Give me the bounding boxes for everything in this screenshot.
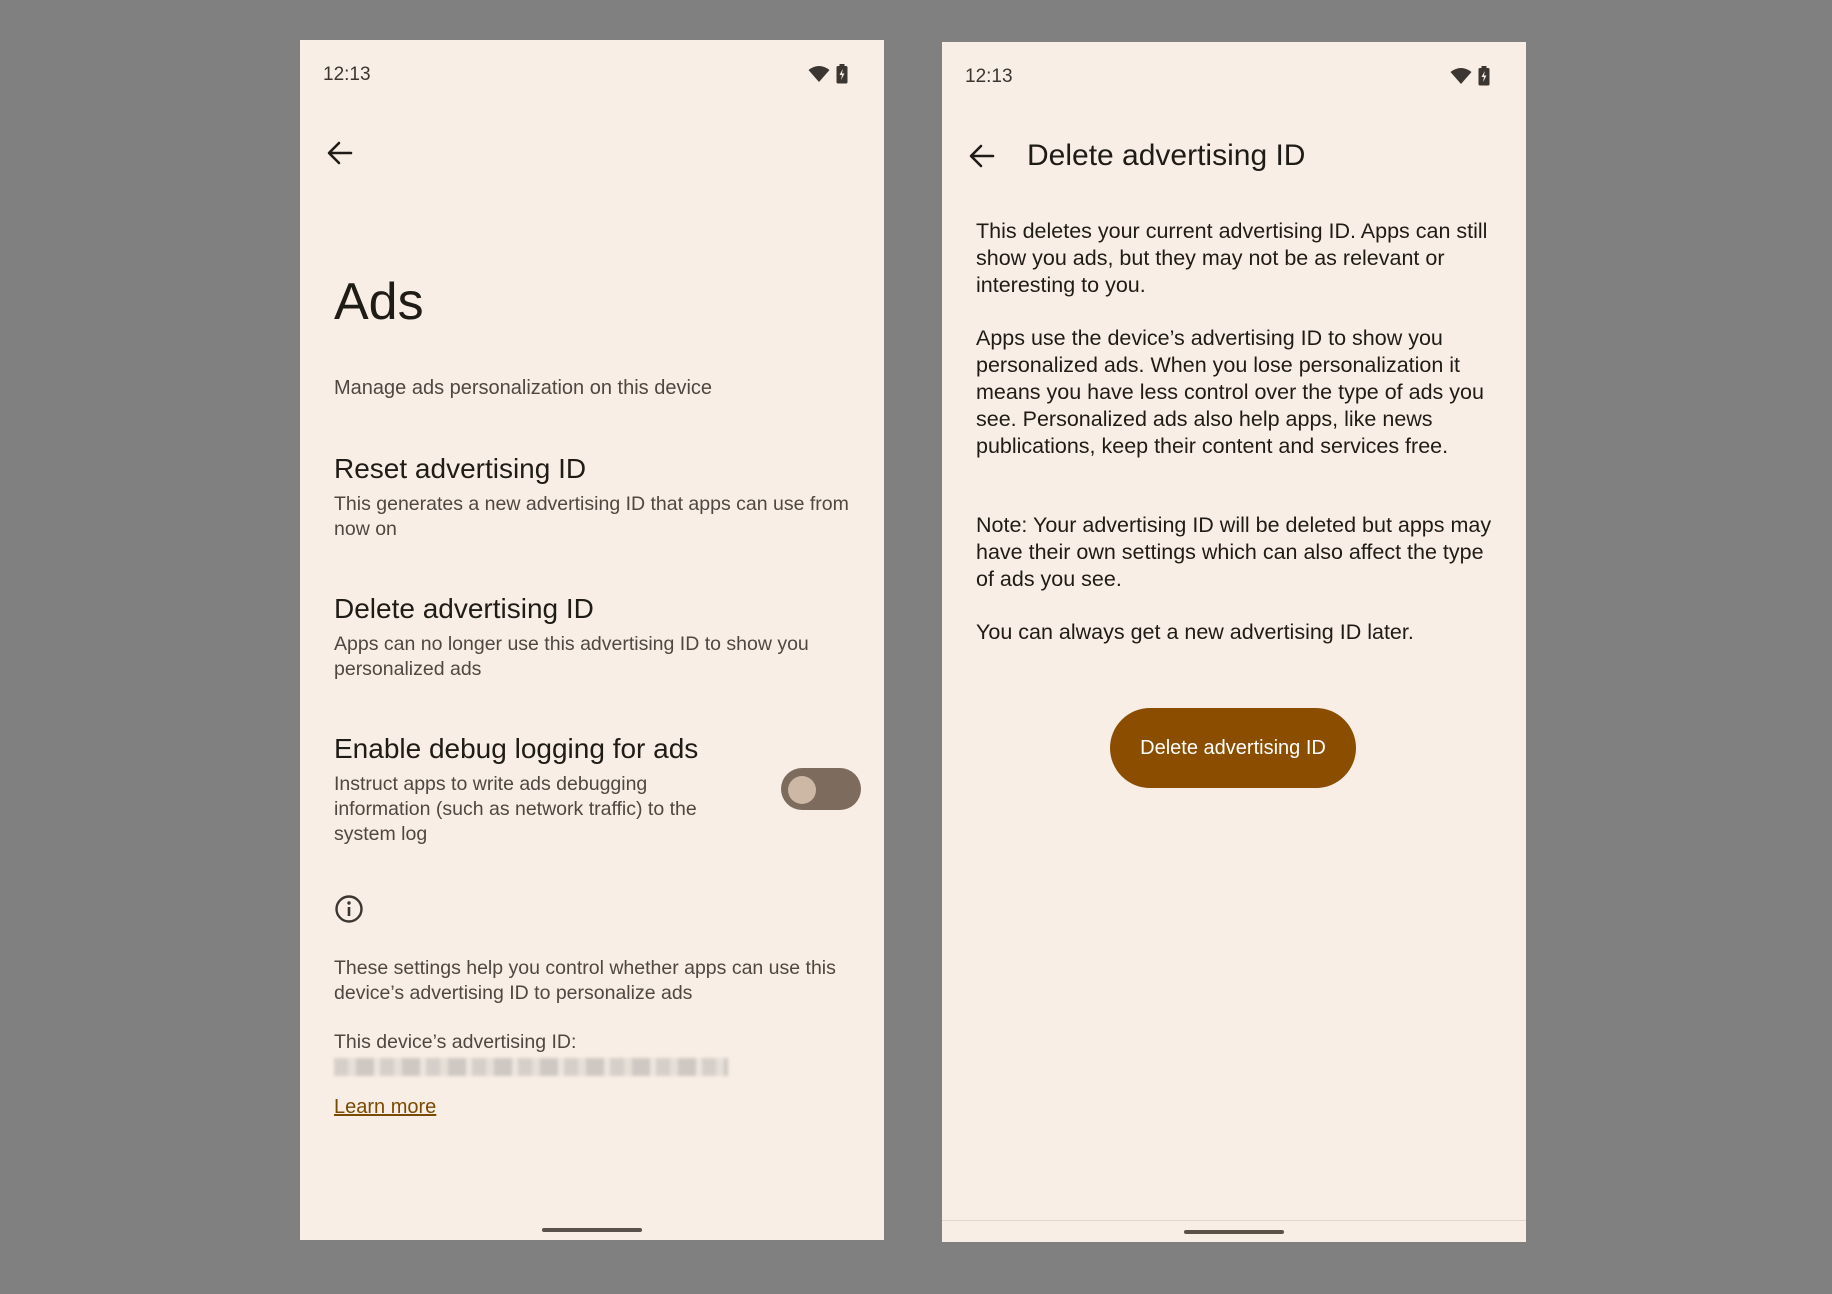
navigation-handle[interactable] [542,1228,642,1232]
description-paragraph: This deletes your current advertising ID. Apps can still show you ads, but they may not be as relevant or interesting to you. [976,219,1488,297]
status-time: 12:13 [323,64,371,85]
divider [942,1220,1526,1221]
debug-logging-item[interactable] [334,732,734,847]
page-subtitle: Manage ads personalization on this device [334,377,713,399]
back-arrow-icon[interactable] [325,138,355,168]
info-text: These settings help you control whether apps can use this device’s advertising ID to personalize ads [334,957,836,1004]
debug-logging-toggle[interactable] [781,768,861,810]
status-bar [300,40,884,106]
wifi-icon [1450,67,1472,85]
battery-icon [1478,66,1490,86]
status-icons [808,64,848,84]
advertising-id-label: This device’s advertising ID: [334,1031,577,1053]
navigation-handle[interactable] [1184,1230,1284,1234]
status-icons [1450,66,1490,86]
delete-advertising-id-button[interactable]: Delete advertising ID [1110,708,1356,788]
advertising-id-value-redacted [334,1058,728,1076]
setting-title: Delete advertising ID [334,593,594,624]
battery-icon [836,64,848,84]
setting-description: Apps can no longer use this advertising ID to show you personalized ads [334,633,809,680]
status-time: 12:13 [965,66,1013,87]
description-paragraph: You can always get a new advertising ID later. [976,620,1414,644]
setting-title: Reset advertising ID [334,453,587,484]
wifi-icon [808,65,830,83]
info-icon [334,894,364,929]
status-bar [942,42,1526,108]
reset-advertising-id-item[interactable] [334,452,854,542]
page-title: Ads [334,273,424,331]
learn-more-link[interactable]: Learn more [334,1096,437,1118]
delete-advertising-id-item[interactable] [334,592,854,682]
setting-description: Instruct apps to write ads debugging information (such as network traffic) to the system log [334,773,697,845]
back-arrow-icon[interactable] [967,141,997,171]
ads-settings-screen [300,40,884,1240]
toggle-knob [788,776,816,804]
setting-title: Enable debug logging for ads [334,733,699,764]
delete-advertising-id-screen [942,42,1526,1242]
page-title: Delete advertising ID [1027,139,1306,172]
description-paragraph: Apps use the device’s advertising ID to show you personalized ads. When you lose personalization it means you have less control over the type of ads you see. Personalized ads also help apps, like news publications, keep their content and services free. [976,326,1484,458]
note-paragraph: Note: Your advertising ID will be deleted but apps may have their own settings which can also affect the type of ads you see. [976,513,1492,591]
setting-description: This generates a new advertising ID that apps can use from now on [334,493,849,540]
